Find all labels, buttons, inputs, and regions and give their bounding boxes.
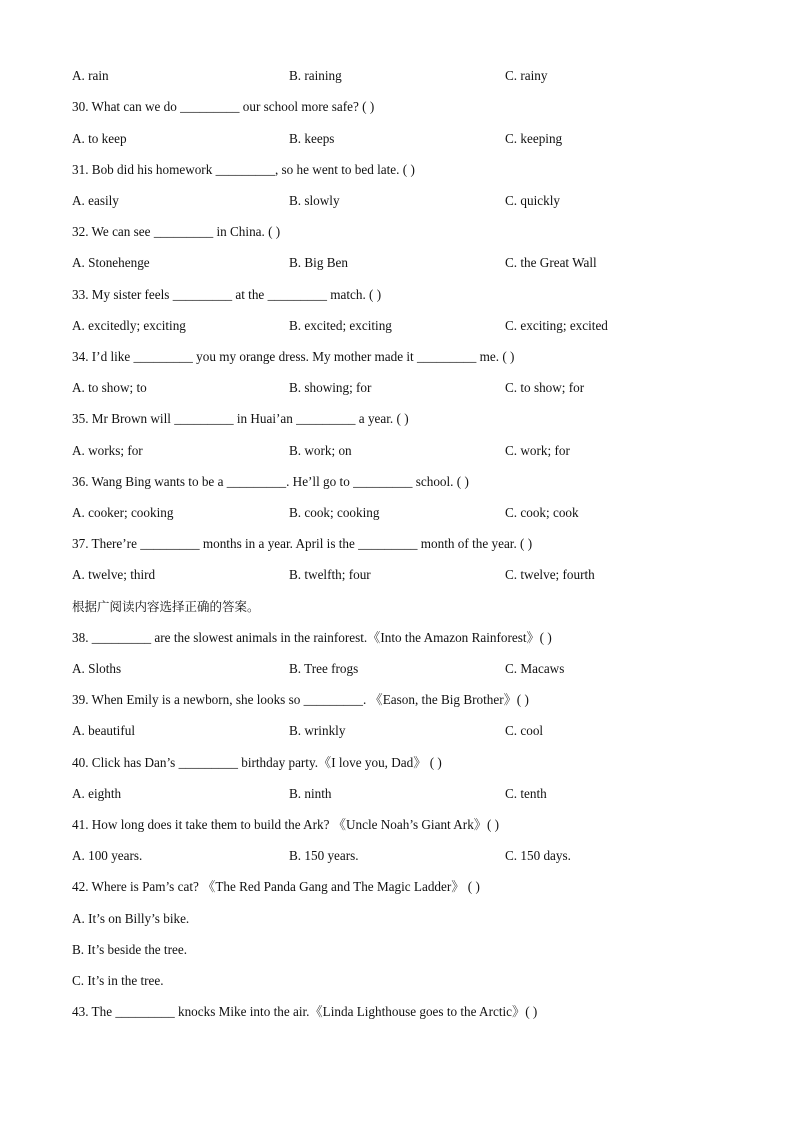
option-b: B. It’s beside the tree.: [72, 942, 187, 957]
option-a: A. twelve; third: [72, 567, 156, 582]
question-30: 30. What can we do _________ our school more safe? ( ): [72, 99, 375, 114]
option-b: B. cook; cooking: [289, 505, 380, 520]
question-37: 37. There’re _________ months in a year. April is the _________ month of the year. ( ): [72, 536, 533, 551]
option-b: B. wrinkly: [289, 723, 346, 738]
options-40: [0, 784, 794, 804]
options-38: [0, 659, 794, 679]
question-40: 40. Click has Dan’s _________ birthday party.《I love you, Dad》 ( ): [72, 755, 442, 770]
option-c: C. 150 days.: [505, 848, 571, 863]
options-32: [0, 253, 794, 273]
question-33: 33. My sister feels _________ at the _________ match. ( ): [72, 287, 382, 302]
options-30: [0, 129, 794, 149]
option-b: B. excited; exciting: [289, 318, 392, 333]
option-a: A. to show; to: [72, 380, 147, 395]
options-34: [0, 378, 794, 398]
option-b: B. twelfth; four: [289, 567, 371, 582]
options-31: [0, 191, 794, 211]
option-c: C. It’s in the tree.: [72, 973, 164, 988]
option-a: A. Sloths: [72, 661, 122, 676]
option-b: B. work; on: [289, 443, 352, 458]
option-a: A. Stonehenge: [72, 255, 150, 270]
question-42: 42. Where is Pam’s cat? 《The Red Panda Gang and The Magic Ladder》 ( ): [72, 879, 480, 894]
option-a: A. eighth: [72, 786, 122, 801]
option-b: B. 150 years.: [289, 848, 359, 863]
option-a: A. cooker; cooking: [72, 505, 174, 520]
option-c: C. cook; cook: [505, 505, 579, 520]
option-a: A. works; for: [72, 443, 143, 458]
option-a: A. excitedly; exciting: [72, 318, 186, 333]
question-35: 35. Mr Brown will _________ in Huai’an _________ a year. ( ): [72, 411, 409, 426]
option-b: B. Tree frogs: [289, 661, 359, 676]
option-c: C. keeping: [505, 131, 563, 146]
option-b: B. keeps: [289, 131, 335, 146]
question-43: 43. The _________ knocks Mike into the air.《Linda Lighthouse goes to the Arctic》( ): [72, 1004, 538, 1019]
option-a: A. rain: [72, 68, 109, 83]
option-c: C. Macaws: [505, 661, 565, 676]
options-37: [0, 565, 794, 585]
question-32: 32. We can see _________ in China. ( ): [72, 224, 281, 239]
options-29: [0, 66, 794, 86]
question-36: 36. Wang Bing wants to be a _________. He’ll go to _________ school. ( ): [72, 474, 469, 489]
option-c: C. rainy: [505, 68, 548, 83]
option-b: B. ninth: [289, 786, 332, 801]
option-b: B. showing; for: [289, 380, 372, 395]
option-c: C. quickly: [505, 193, 560, 208]
question-34: 34. I’d like _________ you my orange dress. My mother made it _________ me. ( ): [72, 349, 515, 364]
option-c: C. cool: [505, 723, 544, 738]
option-a: A. easily: [72, 193, 119, 208]
option-c: C. to show; for: [505, 380, 585, 395]
option-b: B. Big Ben: [289, 255, 348, 270]
options-36: [0, 503, 794, 523]
option-c: C. work; for: [505, 443, 570, 458]
option-c: C. exciting; excited: [505, 318, 608, 333]
options-41: [0, 846, 794, 866]
option-a: A. beautiful: [72, 723, 135, 738]
question-39: 39. When Emily is a newborn, she looks so _________. 《Eason, the Big Brother》( ): [72, 692, 529, 707]
option-b: B. slowly: [289, 193, 340, 208]
option-a: A. It’s on Billy’s bike.: [72, 911, 190, 926]
option-c: C. twelve; fourth: [505, 567, 595, 582]
options-39: [0, 721, 794, 741]
question-41: 41. How long does it take them to build the Ark? 《Uncle Noah’s Giant Ark》( ): [72, 817, 500, 832]
option-c: C. the Great Wall: [505, 255, 597, 270]
option-a: A. 100 years.: [72, 848, 143, 863]
question-31: 31. Bob did his homework _________, so he went to bed late. ( ): [72, 162, 415, 177]
option-a: A. to keep: [72, 131, 127, 146]
options-33: [0, 316, 794, 336]
option-b: B. raining: [289, 68, 342, 83]
section-heading: 根据广阅读内容选择正确的答案。: [72, 599, 260, 614]
option-c: C. tenth: [505, 786, 547, 801]
options-35: [0, 441, 794, 461]
question-38: 38. _________ are the slowest animals in the rainforest.《Into the Amazon Rainforest》( ): [72, 630, 552, 645]
